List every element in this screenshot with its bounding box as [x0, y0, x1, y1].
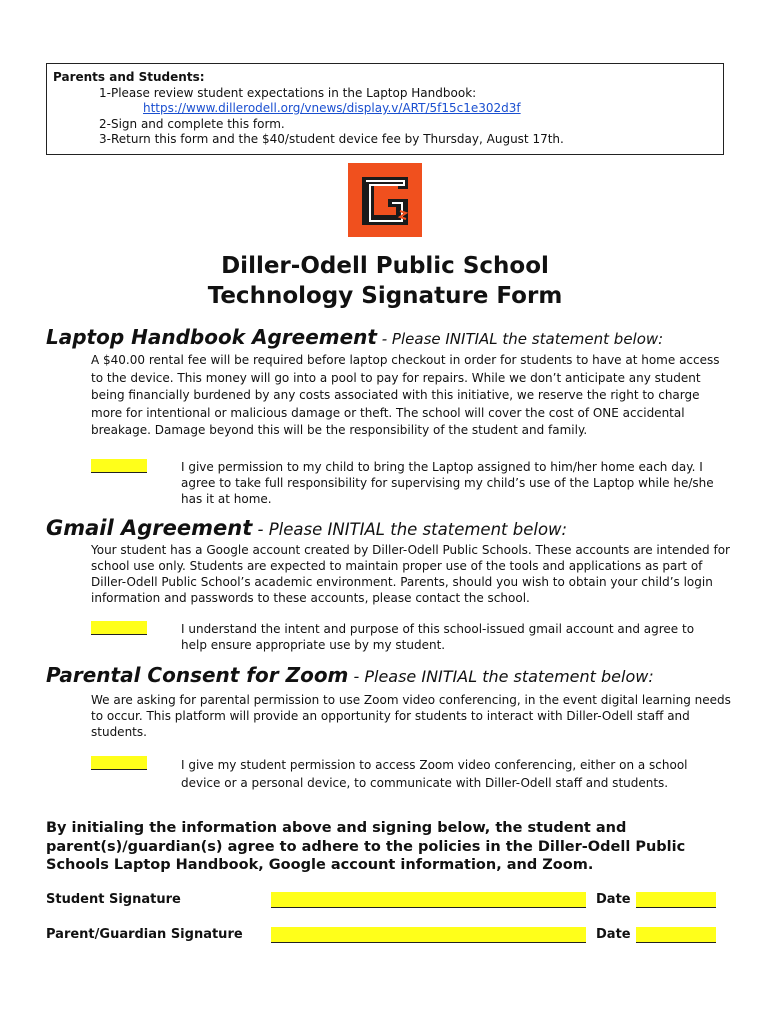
gmail-statement: I understand the intent and purpose of this school-issued gmail account and agree to help ensure appropriate use by my student. — [181, 622, 695, 652]
handbook-link[interactable]: https://www.dillerodell.org/vnews/display.v/ART/5f15c1e302d3f — [143, 101, 521, 115]
parent-date-label: Date — [596, 927, 631, 942]
parent-signature-label: Parent/Guardian Signature — [46, 927, 243, 942]
parent-date-field[interactable] — [636, 927, 716, 943]
laptop-initial-field[interactable] — [91, 459, 147, 473]
gmail-heading: Gmail Agreement — [46, 516, 253, 540]
zoom-subheading: - Please INITIAL the statement below: — [348, 667, 654, 686]
instructions-step-3: 3-Return this form and the $40/student device fee by Thursday, August 17th. — [99, 132, 564, 146]
zoom-initial-field[interactable] — [91, 756, 147, 770]
instructions-box — [46, 63, 724, 155]
laptop-heading: Laptop Handbook Agreement — [46, 325, 377, 349]
laptop-subheading: - Please INITIAL the statement below: — [376, 330, 664, 348]
gmail-section-heading — [46, 516, 567, 540]
gmail-body: Your student has a Google account created by Diller-Odell Public Schools. These accounts are intended for school use only. Students are expected to maintain proper use of the tools and applications as part of Diller-Odell Public School’s academic environment. Parents, should you wish to obtain your child’s login information and passwords to these accounts, please contact the school. — [91, 543, 730, 605]
student-signature-label: Student Signature — [46, 892, 181, 907]
student-date-field[interactable] — [636, 892, 716, 908]
laptop-section-heading — [46, 325, 663, 349]
school-logo — [348, 163, 422, 237]
instructions-step-2: 2-Sign and complete this form. — [99, 116, 285, 131]
title-line-1: Diller-Odell Public School — [221, 253, 549, 279]
instructions-step-1: 1-Please review student expectations in the Laptop Handbook: — [99, 85, 477, 100]
student-signature-field[interactable] — [271, 892, 586, 908]
instructions-heading: Parents and Students: — [53, 70, 205, 84]
closing-statement: By initialing the information above and signing below, the student and parent(s)/guardian(s) agree to adhere to the policies in the Diller-Odell Public Schools Laptop Handbook, Google account information, and Zoom. — [46, 820, 686, 873]
zoom-section-heading — [46, 663, 654, 687]
gmail-initial-field[interactable] — [91, 621, 147, 635]
gmail-subheading: - Please INITIAL the statement below: — [252, 520, 568, 539]
laptop-statement: I give permission to my child to bring the Laptop assigned to him/her home each day. I agree to take full responsibility for supervising my child’s use of the Laptop while he/she has it at home. — [181, 460, 714, 506]
student-date-label: Date — [596, 892, 631, 907]
parent-signature-field[interactable] — [271, 927, 586, 943]
laptop-body: A $40.00 rental fee will be required before laptop checkout in order for students to have at home access to the device. This money will go into a pool to pay for repairs. While we don’t anticipate any student being financially burdened by any costs associated with this initiative, we reserve the right to charge more for intentional or malicious damage or theft. The school will cover the cost of ONE accidental breakage. Damage beyond this will be the responsibility of the student and family. — [91, 353, 720, 437]
zoom-statement: I give my student permission to access Zoom video conferencing, either on a school device or a personal device, to communicate with Diller-Odell staff and students. — [181, 758, 688, 790]
zoom-body: We are asking for parental permission to use Zoom video conferencing, in the event digital learning needs to occur. This platform will provide an opportunity for students to interact with Diller-Odell staff and students. — [91, 693, 731, 739]
title-line-2: Technology Signature Form — [207, 283, 563, 309]
zoom-heading: Parental Consent for Zoom — [46, 663, 349, 687]
